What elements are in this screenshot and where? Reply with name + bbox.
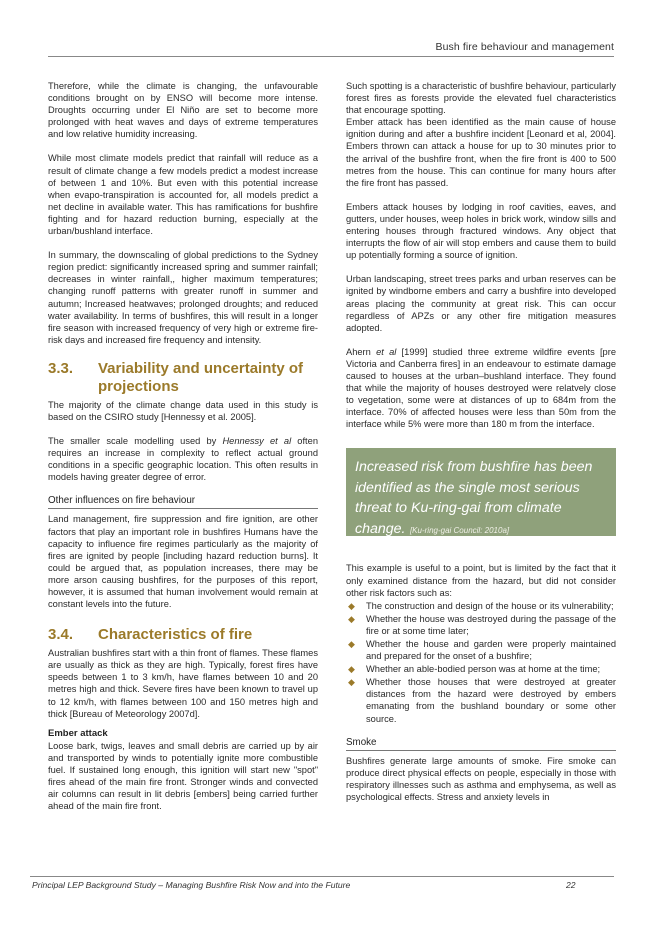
paragraph: Loose bark, twigs, leaves and small debris are carried up by air and transported by winds to potentially ignite more combustible fuel. If sustained long enough, this ignition will start new "spot" fires ahead of the main fire front. Stronger winds and convected air columns can result in lit debris [embers] being carried further ahead of the main fire front. [48, 740, 318, 812]
pull-quote-text: Increased risk from bushfire has been identified as the single most serious threat to Ku-ring-gai from climate change. [355, 459, 593, 537]
section-number: 3.4. [48, 626, 74, 644]
running-header: Bush fire behaviour and management [435, 41, 614, 53]
bullet-icon: ◆ [348, 664, 355, 675]
list-item-text: The construction and design of the house or its vulnerability; [366, 600, 614, 611]
risk-factor-list [346, 600, 616, 725]
subheading-ember-attack: Ember attack [48, 727, 108, 739]
paragraph: In summary, the downscaling of global predictions to the Sydney region predict: significantly increased spring and summer rainfall; decreases in winter rainfall,, higher maximum temperatures; changing runoff patterns with greater runoff in summer and autumn; Increased heatwaves; prolonged droughts; and reduced water availability. In terms of bushfires, this will result in a longer fire season with increased frequency of very high or extreme fire-risk days and increased fire frequency and intensity. [48, 250, 318, 345]
list-item [346, 613, 616, 637]
paragraph [48, 435, 318, 483]
pull-quote-citation: [Ku-ring-gai Council: 2010a] [409, 525, 510, 535]
section-title: Characteristics of fire [98, 626, 253, 644]
right-column [346, 80, 616, 803]
page-number: 22 [566, 880, 576, 890]
subheading-smoke: Smoke [346, 737, 616, 751]
list-item-text: Whether the house and garden were properly maintained and prepared for the onset of a bushfire; [366, 639, 616, 662]
paragraph: Such spotting is a characteristic of bushfire behaviour, particularly forest fires as forests provide the elevated fuel characteristics that encourage spotting. [346, 81, 616, 116]
bullet-icon: ◆ [348, 600, 355, 611]
paragraph [346, 346, 616, 431]
citation-italic: et al [376, 346, 397, 357]
left-column [48, 80, 318, 812]
list-item [346, 676, 616, 724]
list-item [346, 600, 616, 612]
list-item [346, 638, 616, 662]
text-run: [1999] studied three extreme wildfire events [pre Victoria and Canberra fires] in an endeavour to estimate damage caused to houses at the urban–bushland interface. They found that while the majority of houses destroyed were relatvely close to vegetation, some were at distances of up to 684m from the interface. 70% of affected houses were less than 50m from the interface while 5% were more than 180 m from the interface. [346, 346, 616, 430]
section-heading-3-3 [48, 360, 318, 396]
paragraph: Ember attack has been identified as the main cause of house ignition during and after a bushfire incident [Leonard et al, 2004]. Embers thrown can attack a house for up to 30 minutes prior to the arrival of the bushfire front, when the fire front is 400 to 500 metres from the house. This can continue for many hours after the fire front has passed. [346, 117, 616, 188]
paragraph: The majority of the climate change data used in this study is based on the CSIRO study [Hennessy et al. 2005]. [48, 399, 318, 422]
paragraph: Embers attack houses by lodging in roof cavities, eaves, and gutters, under houses, weep holes in brick work, window sills and entering houses through fractured windows. Any object that interrupts the flow of air will stop embers and cause them to build up potentially forming a source of ignition. [346, 201, 616, 261]
footer-title: Principal LEP Background Study – Managing Bushfire Risk Now and into the Future [32, 880, 351, 890]
section-number: 3.3. [48, 359, 74, 377]
paragraph: Urban landscaping, street trees parks and urban reserves can be ignited by windborne embers and carry a bushfire into developed areas placing the community at great risk. This can occur regardless of APZs or any other fire mitigation measures adopted. [346, 274, 616, 333]
list-item-text: Whether the house was destroyed during the passage of the fire or at some time later; [366, 613, 616, 636]
header-rule [48, 56, 614, 57]
paragraph: Bushfires generate large amounts of smoke. Fire smoke can produce direct physical effects on people, especially in those with respiratory illnesses such as asthma and emphysema, as well as psychological effects. Stress and anxiety levels in [346, 755, 616, 802]
text-run: Ahern [346, 346, 377, 357]
list-item-text: Whether those houses that were destroyed at greater distances from the hazard were destroyed by embers emanating from the bushland boundary or some other source. [366, 677, 616, 724]
paragraph: Land management, fire suppression and fire ignition, are other factors that play an important role in bushfires Humans have the capacity to influence fire regimes particularly as the majority of fires are ignited by people [including hazard reduction burns]. It could be argued that, as population increases, there may be more arson causing bushfires, for the purposes of this report, however, it is assumed that human involvement would remain at constant levels into the future. [48, 514, 318, 610]
paragraph: Australian bushfires start with a thin front of flames. These flames are usually as thick as they are high. Typically, forest fires have speeds between 1 to 3 km/h, have flames between 10 and 20 metres high and thick. Severe fires have been known to travel up to 12 km/h, with flames between 100 and 150 metres high and thick [Bureau of Meteorology 2007d]. [48, 648, 318, 719]
section-heading-3-4 [48, 626, 318, 644]
paragraph: While most climate models predict that rainfall will reduce as a result of climate change a few models predict a modest increase of between 1 and 10%. But even with this potential increase when evapo-transpiration is accounted for, all models predict a net decline in available water. This has ramifications for bushfire fighting and for hazard reduction burning, especially at the urban/bushland interface. [48, 153, 318, 237]
pull-quote-box [346, 448, 616, 536]
list-item-text: Whether an able-bodied person was at home at the time; [366, 664, 601, 675]
bullet-icon: ◆ [348, 677, 355, 688]
text-run: The smaller scale modelling used by [48, 436, 223, 447]
text-run: often requires an increase in complexity to reflect actual ground conditions in a specific geographic location. This often results in models having greater degree of error. [48, 436, 318, 483]
paragraph: Therefore, while the climate is changing, the unfavourable conditions brought on by ENSO will become more intense. Droughts occurring under El Niño are set to become more prolonged with heat waves and days of extreme temperatures and low relative humidity increasing. [48, 81, 318, 140]
subheading-other-influences: Other influences on fire behaviour [48, 495, 318, 509]
section-title: Variability and uncertainty of projections [98, 359, 304, 395]
paragraph: This example is useful to a point, but is limited by the fact that it only examined distance from the hazard, but did not consider other risk factors such as: [346, 563, 616, 598]
footer-rule [30, 876, 614, 877]
bullet-icon: ◆ [348, 639, 355, 649]
citation-italic: Hennessy et al [222, 436, 292, 447]
bullet-icon: ◆ [348, 613, 355, 624]
list-item [346, 663, 616, 675]
